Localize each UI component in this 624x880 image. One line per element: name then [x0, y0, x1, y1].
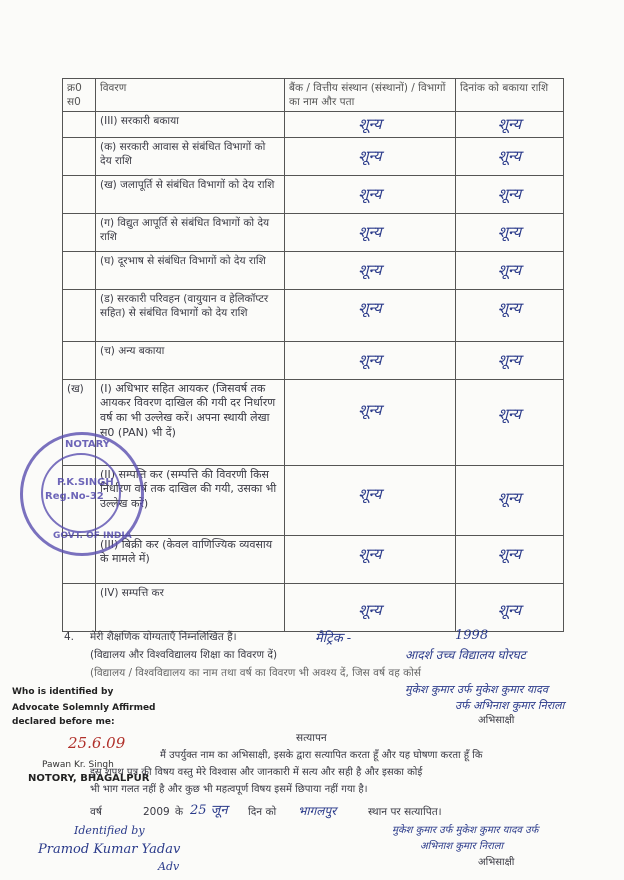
cell-bank — [285, 213, 456, 251]
handwritten-value: शून्य — [358, 222, 382, 241]
cell-description: (ड) सरकारी परिवहन (वायुयान व हेलिकॉप्टर सहित) से संबंधित विभागों को देय राशि — [96, 289, 285, 341]
cell-description: (च) अन्य बकाया — [96, 341, 285, 379]
handwritten-value: शून्य — [358, 350, 382, 369]
cell-serial — [63, 583, 96, 631]
verification-deponent-label: अभिसाक्षी — [478, 857, 515, 868]
cell-serial — [63, 112, 96, 137]
cell-description: (क) सरकारी आवास से संबंधित विभागों को देय राशि — [96, 137, 285, 175]
handwritten-value: शून्य — [497, 350, 522, 369]
handwritten-value: शून्य — [497, 115, 522, 134]
cell-bank — [285, 175, 456, 213]
handwritten-name-alias: उर्फ अभिनाश कुमार निराला — [455, 699, 565, 712]
handwritten-place: भागलपुर — [298, 804, 337, 818]
cell-description: (I) अधिभार सहित आयकर (जिसवर्ष तक आयकर विवरण दाखिल की गयी दर निर्धारण वर्ष का भी उल्लेख करें। अपना स्थायी लेखा स0 (PAN) भी दें) — [96, 379, 285, 465]
cell-bank — [285, 289, 456, 341]
notary-line-affirmed: Advocate Solemnly Affirmed — [12, 703, 156, 713]
handwritten-value: शून्य — [358, 544, 382, 563]
cell-serial — [63, 137, 96, 175]
handwritten-value: शून्य — [358, 184, 382, 203]
education-note: (विद्यालय / विश्वविद्यालय का नाम तथा वर्ष का विवरण भी अवश्य दें, जिस वर्ष वह कोर्स — [90, 667, 421, 679]
handwritten-name: मुकेश कुमार उर्फ मुकेश कुमार यादव — [405, 683, 548, 696]
identified-by-label: Identified by — [74, 824, 145, 837]
notary-signature-date: 25.6.09 — [68, 734, 126, 752]
verification-ke: के — [175, 806, 184, 818]
dues-table — [62, 78, 564, 632]
cell-bank — [285, 137, 456, 175]
cell-bank — [285, 583, 456, 631]
table-row — [63, 137, 564, 175]
cell-date — [456, 175, 564, 213]
header-serial: क्र0 स0 — [63, 79, 96, 112]
notary-line-declared: declared before me: — [12, 717, 115, 727]
handwritten-signature-1: मुकेश कुमार उर्फ मुकेश कुमार यादव उर्फ — [392, 825, 539, 836]
handwritten-value: शून्य — [497, 260, 522, 279]
table-row — [63, 213, 564, 251]
cell-serial: (ख) — [63, 379, 96, 465]
cell-date — [456, 465, 564, 535]
handwritten-value: शून्य — [358, 115, 382, 134]
identified-by-adv: Adv — [158, 860, 180, 873]
table-row — [63, 535, 564, 583]
verification-para-3: भी भाग गलत नहीं है और कुछ भी महत्वपूर्ण विषय इसमें छिपाया नहीं गया है। — [90, 784, 368, 795]
handwritten-value: शून्य — [358, 400, 382, 419]
header-description: विवरण — [96, 79, 285, 112]
seal-top-text: NOTARY — [65, 439, 111, 450]
notary-seal — [20, 432, 144, 556]
notary-line-identified: Who is identified by — [12, 687, 114, 697]
cell-bank — [285, 251, 456, 289]
cell-description: (घ) दूरभाष से संबंधित विभागों को देय राशि — [96, 251, 285, 289]
verification-day-text: दिन को — [248, 806, 277, 818]
cell-description: (ख) जलापूर्ति से संबंधित विभागों को देय राशि — [96, 175, 285, 213]
cell-description: (IV) सम्पत्ति कर — [96, 583, 285, 631]
section-number: 4. — [64, 631, 75, 643]
handwritten-value: शून्य — [497, 298, 522, 317]
cell-date — [456, 251, 564, 289]
cell-date — [456, 137, 564, 175]
handwritten-value: शून्य — [497, 184, 522, 203]
header-date: दिनांक को बकाया राशि — [456, 79, 564, 112]
handwritten-value: शून्य — [358, 484, 382, 503]
notary-name: Pawan Kr. Singh — [42, 760, 114, 770]
cell-serial — [63, 251, 96, 289]
seal-reg: Reg.No-32 — [45, 491, 104, 502]
handwritten-value: शून्य — [497, 146, 522, 165]
handwritten-degree: मैट्रिक - — [315, 631, 352, 646]
cell-bank — [285, 112, 456, 137]
cell-bank — [285, 535, 456, 583]
notary-title: NOTORY, BHAGALPUR — [28, 773, 150, 784]
verification-para-2: इस शपथ पत्र की विषय वस्तु मेरे विश्वास और जानकारी में सत्य और सही है और इसका कोई — [90, 767, 423, 778]
table-row — [63, 289, 564, 341]
cell-date — [456, 583, 564, 631]
handwritten-year: 1998 — [455, 628, 489, 643]
table-row — [63, 583, 564, 631]
education-instruction: (विद्यालय और विश्वविद्यालय शिक्षा का विवरण दें) — [90, 649, 278, 661]
handwritten-value: शून्य — [358, 600, 382, 619]
table-row — [63, 251, 564, 289]
table-row — [63, 175, 564, 213]
cell-date — [456, 289, 564, 341]
identified-by-name: Pramod Kumar Yadav — [38, 842, 181, 857]
education-intro: मेरी शैक्षणिक योग्यताएँ निम्नलिखित हैं। — [90, 631, 237, 643]
handwritten-school: आदर्श उच्च विद्यालय घोरघट — [405, 648, 526, 662]
cell-date — [456, 112, 564, 137]
table-header-row — [63, 79, 564, 112]
cell-date — [456, 213, 564, 251]
cell-description: (III) बिक्री कर (केवल वाणिज्यिक व्यवसाय के मामले में) — [96, 535, 285, 583]
cell-description: (II) सम्पत्ति कर (सम्पत्ति की विवरणी किस निर्धारण वर्ष तक दाखिल की गयी, उसका भी उल्लेख करें) — [96, 465, 285, 535]
handwritten-value: शून्य — [497, 544, 522, 563]
handwritten-value: शून्य — [358, 298, 382, 317]
handwritten-value: शून्य — [497, 488, 522, 507]
handwritten-value: शून्य — [497, 600, 522, 619]
cell-bank — [285, 379, 456, 465]
seal-name: P.K.SINGH — [57, 477, 114, 488]
cell-date — [456, 535, 564, 583]
table-row — [63, 112, 564, 137]
cell-description: (III) सरकारी बकाया — [96, 112, 285, 137]
cell-serial — [63, 213, 96, 251]
verification-heading: सत्यापन — [296, 732, 327, 744]
handwritten-value: शून्य — [497, 404, 522, 423]
handwritten-value: शून्य — [497, 222, 522, 241]
cell-bank — [285, 465, 456, 535]
handwritten-value: शून्य — [358, 146, 382, 165]
verification-year-label: वर्ष — [90, 806, 102, 818]
cell-date — [456, 379, 564, 465]
cell-description: (ग) विद्युत आपूर्ति से संबंधित विभागों को देय राशि — [96, 213, 285, 251]
table-row — [63, 341, 564, 379]
cell-serial — [63, 341, 96, 379]
table-row — [63, 379, 564, 465]
handwritten-value: शून्य — [358, 260, 382, 279]
cell-bank — [285, 341, 456, 379]
cell-serial — [63, 175, 96, 213]
verification-para-1: मैं उपर्युक्त नाम का अभिसाक्षी, इसके द्वारा सत्यापित करता हूँ और यह घोषणा करता हूँ कि — [160, 750, 483, 761]
verification-place-text: स्थान पर सत्यापित। — [368, 806, 442, 818]
header-bank: बैंक / वित्तीय संस्थान (संस्थानों) / विभागों का नाम और पता — [285, 79, 456, 112]
cell-serial — [63, 289, 96, 341]
seal-bottom-text: GOVT. OF INDIA — [53, 531, 132, 541]
handwritten-day: 25 जून — [190, 803, 228, 818]
deponent-label: अभिसाक्षी — [478, 715, 515, 726]
handwritten-signature-2: अभिनाश कुमार निराला — [420, 841, 504, 852]
cell-date — [456, 341, 564, 379]
verification-year: 2009 — [143, 806, 170, 818]
